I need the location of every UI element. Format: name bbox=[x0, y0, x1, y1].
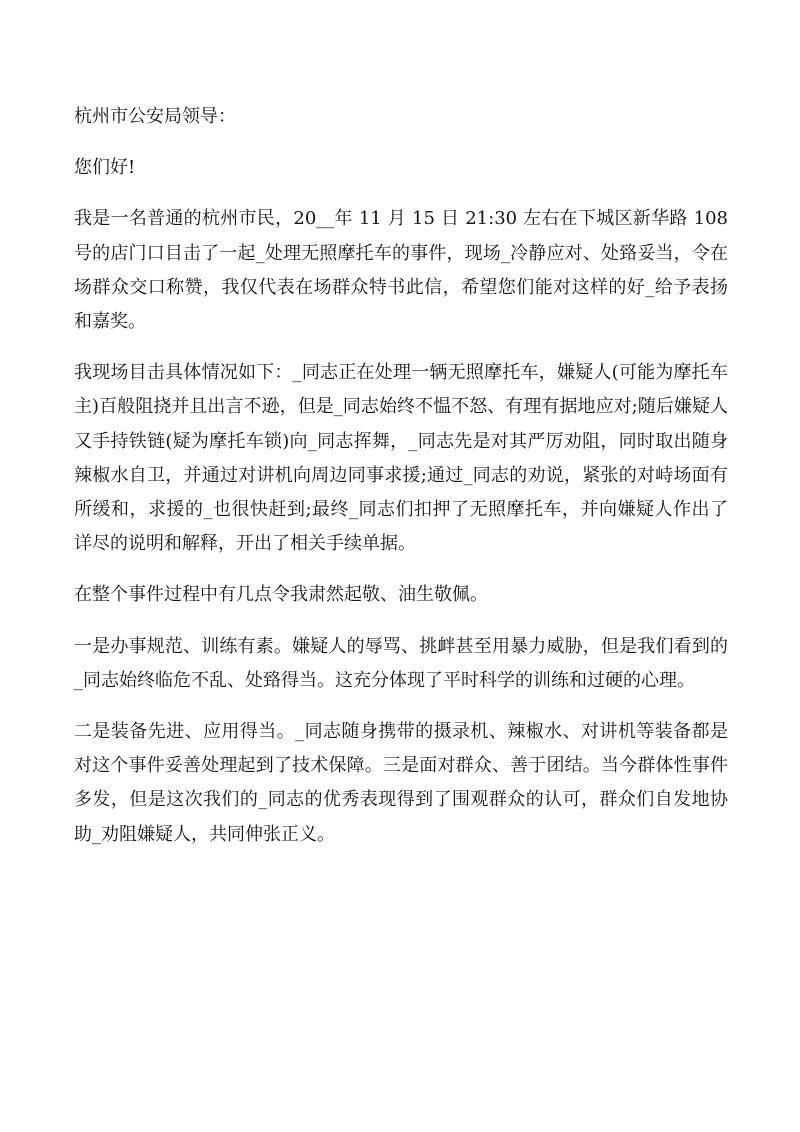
paragraph-incident: 我是一名普通的杭州市民，20__年 11 月 15 日 21:30 左右在下城区新华路 108 号的店门口目击了一起_处理无照摩托车的事件，现场_冷静应对、处臵妥当，令在场群众交口称赞，我仅代表在场群众特书此信，希望您们能对这样的好_给予表扬和嘉奖。 bbox=[74, 208, 728, 333]
paragraph-details: 我现场目击具体情况如下：_同志正在处理一辆无照摩托车，嫌疑人(可能为摩托车主)百般阻挠并且出言不逊，但是_同志始终不愠不怒、有理有据地应对;随后嫌疑人又手持铁链(疑为摩托车锁)向_同志挥舞，_同志先是对其严厉劝阻，同时取出随身辣椒水自卫，并通过对讲机向周边同事求援;通过_同志的劝说，紧张的对峙场面有所缓和，求援的_也很快赶到;最终_同志们扣押了无照摩托车，并向嫌疑人作出了详尽的说明和解释，开出了相关手续单据。 bbox=[74, 362, 728, 555]
paragraph-admiration: 在整个事件过程中有几点令我肃然起敬、油生敬佩。 bbox=[74, 584, 488, 606]
paragraph-point-one: 一是办事规范、训练有素。嫌疑人的辱骂、挑衅甚至用暴力威胁，但是我们看到的_同志始终临危不乱、处臵得当。这充分体现了平时科学的训练和过硬的心理。 bbox=[74, 635, 728, 691]
greeting: 您们好! bbox=[74, 157, 136, 179]
letter-body bbox=[74, 100, 728, 869]
salutation: 杭州市公安局领导： bbox=[74, 106, 236, 127]
paragraph-point-two-three: 二是装备先进、应用得当。_同志随身携带的摄录机、辣椒水、对讲机等装备都是对这个事件妥善处理起到了技术保障。三是面对群众、善于团结。当今群体性事件多发，但是这次我们的_同志的优秀表现得到了围观群众的认可，群众们自发地协助_劝阻嫌疑人，共同伸张正义。 bbox=[74, 721, 728, 845]
